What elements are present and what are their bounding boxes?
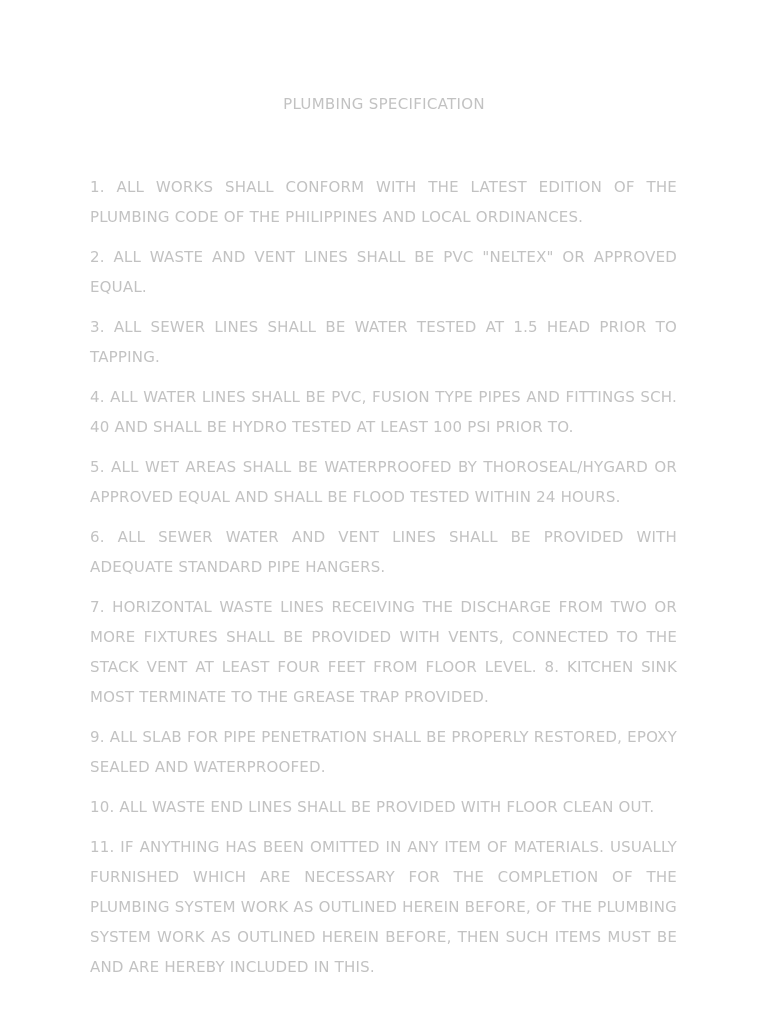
page-title: PLUMBING SPECIFICATION xyxy=(283,95,485,113)
spec-item-6: 6. ALL SEWER WATER AND VENT LINES SHALL BE PROVIDED WITH ADEQUATE STANDARD PIPE HANGERS. xyxy=(90,528,677,576)
spec-item-5: 5. ALL WET AREAS SHALL BE WATERPROOFED BY THOROSEAL/HYGARD OR APPROVED EQUAL AND SHALL BE FLOOD TESTED WITHIN 24 HOURS. xyxy=(90,458,677,506)
spec-item-9: 9. ALL SLAB FOR PIPE PENETRATION SHALL BE PROPERLY RESTORED, EPOXY SEALED AND WATERPROOFED. xyxy=(90,728,677,776)
spec-item-11: 11. IF ANYTHING HAS BEEN OMITTED IN ANY ITEM OF MATERIALS. USUALLY FURNISHED WHICH ARE NECESSARY FOR THE COMPLETION OF THE PLUMBING SYSTEM WORK AS OUTLINED HEREIN BEFORE, OF THE PLUMBING SYSTEM WORK AS OUTLINED HEREIN BEFORE, THEN SUCH ITEMS MUST BE AND ARE HEREBY INCLUDED IN THIS. xyxy=(90,838,677,976)
spec-item-2: 2. ALL WASTE AND VENT LINES SHALL BE PVC "NELTEX" OR APPROVED EQUAL. xyxy=(90,248,677,296)
spec-item-10: 10. ALL WASTE END LINES SHALL BE PROVIDED WITH FLOOR CLEAN OUT. xyxy=(90,798,655,816)
spec-item-7: 7. HORIZONTAL WASTE LINES RECEIVING THE DISCHARGE FROM TWO OR MORE FIXTURES SHALL BE PROVIDED WITH VENTS, CONNECTED TO THE STACK VENT AT LEAST FOUR FEET FROM FLOOR LEVEL. 8. KITCHEN SINK MOST TERMINATE TO THE GREASE TRAP PROVIDED. xyxy=(90,598,677,706)
spec-item-3: 3. ALL SEWER LINES SHALL BE WATER TESTED AT 1.5 HEAD PRIOR TO TAPPING. xyxy=(90,318,677,366)
specification-list xyxy=(90,172,677,992)
spec-item-1: 1. ALL WORKS SHALL CONFORM WITH THE LATEST EDITION OF THE PLUMBING CODE OF THE PHILIPPINES AND LOCAL ORDINANCES. xyxy=(90,178,677,226)
spec-item-4: 4. ALL WATER LINES SHALL BE PVC, FUSION TYPE PIPES AND FITTINGS SCH. 40 AND SHALL BE HYDRO TESTED AT LEAST 100 PSI PRIOR TO. xyxy=(90,388,677,436)
